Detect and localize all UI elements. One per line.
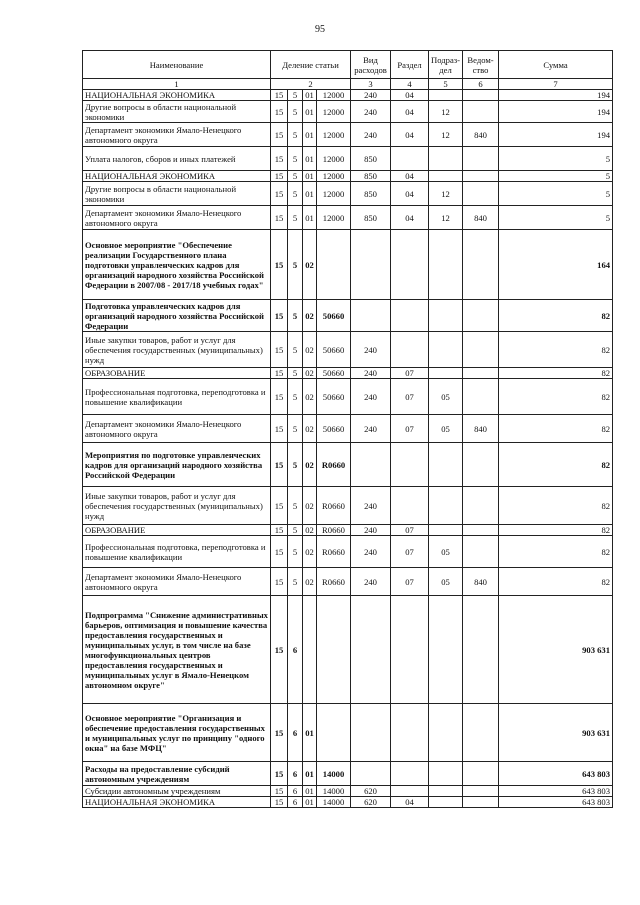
row-code-a: 15	[271, 368, 288, 379]
row-code-b: 5	[288, 487, 303, 525]
row-section: 07	[391, 379, 429, 415]
row-code-a: 15	[271, 206, 288, 230]
table-row	[83, 332, 613, 368]
row-name: Департамент экономики Ямало-Ненецкого автономного округа	[83, 123, 271, 147]
row-dept	[463, 300, 499, 332]
row-name: Расходы на предоставление субсидий автономным учреждениям	[83, 762, 271, 786]
row-code-b: 5	[288, 368, 303, 379]
row-name: Иные закупки товаров, работ и услуг для обеспечения государственных (муниципальных) нужд	[83, 332, 271, 368]
row-code-d: 12000	[317, 123, 351, 147]
row-code-a: 15	[271, 90, 288, 101]
row-dept	[463, 171, 499, 182]
row-code-a: 15	[271, 525, 288, 536]
row-subsection: 12	[429, 182, 463, 206]
header-name: Наименование	[83, 51, 271, 79]
row-dept	[463, 101, 499, 123]
page-number: 95	[315, 24, 325, 35]
row-code-a: 15	[271, 443, 288, 487]
table-row	[83, 568, 613, 596]
row-code-a: 15	[271, 147, 288, 171]
row-sum: 5	[499, 206, 613, 230]
row-code-d: 50660	[317, 332, 351, 368]
row-subsection	[429, 230, 463, 300]
row-sum: 194	[499, 123, 613, 147]
row-code-b: 5	[288, 101, 303, 123]
header-num: 6	[463, 79, 499, 90]
row-code-c: 01	[303, 786, 317, 797]
row-code-c: 02	[303, 230, 317, 300]
row-name: Мероприятия по подготовке управленческих кадров для организаций народного хозяйства Российской Федерации	[83, 443, 271, 487]
row-code-b: 5	[288, 443, 303, 487]
row-code-a: 15	[271, 536, 288, 568]
row-dept	[463, 762, 499, 786]
row-subsection: 12	[429, 101, 463, 123]
header-section: Раздел	[391, 51, 429, 79]
table-row	[83, 368, 613, 379]
row-section	[391, 704, 429, 762]
table-row	[83, 704, 613, 762]
row-section: 04	[391, 206, 429, 230]
row-sum: 194	[499, 101, 613, 123]
header-num: 4	[391, 79, 429, 90]
row-section	[391, 300, 429, 332]
header-sum: Сумма	[499, 51, 613, 79]
row-exp-type: 850	[351, 206, 391, 230]
row-code-b: 5	[288, 300, 303, 332]
row-exp-type: 240	[351, 101, 391, 123]
row-code-d: 12000	[317, 182, 351, 206]
row-sum: 82	[499, 568, 613, 596]
row-dept	[463, 596, 499, 704]
table-row	[83, 443, 613, 487]
row-code-d: 12000	[317, 171, 351, 182]
row-code-a: 15	[271, 797, 288, 808]
row-code-d: R0660	[317, 568, 351, 596]
row-subsection	[429, 786, 463, 797]
row-code-a: 15	[271, 568, 288, 596]
row-sum: 194	[499, 90, 613, 101]
row-section: 07	[391, 525, 429, 536]
row-name: Другие вопросы в области национальной экономики	[83, 101, 271, 123]
row-exp-type: 240	[351, 368, 391, 379]
row-sum: 5	[499, 182, 613, 206]
row-code-c: 02	[303, 368, 317, 379]
row-exp-type: 850	[351, 182, 391, 206]
row-dept	[463, 443, 499, 487]
row-code-b: 5	[288, 206, 303, 230]
row-code-d: R0660	[317, 443, 351, 487]
header-exp-type: Вид расходов	[351, 51, 391, 79]
row-code-c: 01	[303, 171, 317, 182]
table-row	[83, 171, 613, 182]
row-name: ОБРАЗОВАНИЕ	[83, 525, 271, 536]
row-code-b: 5	[288, 171, 303, 182]
row-sum: 5	[499, 171, 613, 182]
row-dept	[463, 182, 499, 206]
row-name: Основное мероприятие "Обеспечение реализации Государственного плана подготовки управленческих кадров для организаций народного хозяйства Российской Федерации в 2007/08 - 2017/18 учебных годах"	[83, 230, 271, 300]
row-code-b: 5	[288, 332, 303, 368]
row-subsection: 05	[429, 379, 463, 415]
row-code-a: 15	[271, 300, 288, 332]
row-code-c	[303, 596, 317, 704]
row-exp-type: 620	[351, 797, 391, 808]
header-subsection: Подраз-дел	[429, 51, 463, 79]
row-section: 04	[391, 797, 429, 808]
row-sum: 82	[499, 443, 613, 487]
row-subsection	[429, 332, 463, 368]
row-code-b: 5	[288, 123, 303, 147]
row-code-b: 6	[288, 786, 303, 797]
row-sum: 82	[499, 379, 613, 415]
row-subsection	[429, 368, 463, 379]
row-sum: 82	[499, 368, 613, 379]
row-code-b: 5	[288, 525, 303, 536]
row-section: 04	[391, 182, 429, 206]
row-code-c: 02	[303, 525, 317, 536]
row-section	[391, 762, 429, 786]
row-code-a: 15	[271, 596, 288, 704]
row-code-c: 02	[303, 487, 317, 525]
row-code-c: 01	[303, 123, 317, 147]
row-exp-type	[351, 596, 391, 704]
row-name: Другие вопросы в области национальной экономики	[83, 182, 271, 206]
row-subsection	[429, 525, 463, 536]
row-name: Профессиональная подготовка, переподготовка и повышение квалификации	[83, 379, 271, 415]
row-sum: 903 631	[499, 704, 613, 762]
row-dept: 840	[463, 415, 499, 443]
header-number-row	[83, 79, 613, 90]
row-code-d: R0660	[317, 536, 351, 568]
table-row	[83, 379, 613, 415]
row-code-b: 5	[288, 147, 303, 171]
row-code-c: 01	[303, 101, 317, 123]
header-num: 2	[271, 79, 351, 90]
row-code-b: 5	[288, 536, 303, 568]
row-sum: 82	[499, 300, 613, 332]
row-dept	[463, 536, 499, 568]
row-exp-type: 240	[351, 379, 391, 415]
row-code-d: 12000	[317, 147, 351, 171]
row-dept	[463, 786, 499, 797]
row-subsection	[429, 596, 463, 704]
row-section: 04	[391, 123, 429, 147]
row-code-c: 02	[303, 300, 317, 332]
table-row	[83, 101, 613, 123]
row-code-d: 14000	[317, 786, 351, 797]
row-exp-type	[351, 230, 391, 300]
table-row	[83, 230, 613, 300]
row-subsection	[429, 90, 463, 101]
row-subsection	[429, 762, 463, 786]
row-subsection	[429, 171, 463, 182]
row-name: ОБРАЗОВАНИЕ	[83, 368, 271, 379]
row-sum: 5	[499, 147, 613, 171]
row-name: Департамент экономики Ямало-Ненецкого автономного округа	[83, 415, 271, 443]
row-subsection	[429, 300, 463, 332]
row-sum: 82	[499, 525, 613, 536]
table-row	[83, 596, 613, 704]
row-sum: 903 631	[499, 596, 613, 704]
row-subsection	[429, 147, 463, 171]
row-code-b: 5	[288, 415, 303, 443]
row-dept: 840	[463, 206, 499, 230]
row-dept	[463, 379, 499, 415]
row-sum: 164	[499, 230, 613, 300]
row-exp-type: 850	[351, 147, 391, 171]
row-code-a: 15	[271, 762, 288, 786]
row-dept	[463, 230, 499, 300]
row-dept: 840	[463, 123, 499, 147]
row-code-b: 5	[288, 230, 303, 300]
row-subsection	[429, 704, 463, 762]
row-section	[391, 443, 429, 487]
row-section	[391, 786, 429, 797]
header-article: Деление статьи	[271, 51, 351, 79]
row-name: Уплата налогов, сборов и иных платежей	[83, 147, 271, 171]
row-subsection	[429, 443, 463, 487]
row-code-b: 5	[288, 568, 303, 596]
row-section: 07	[391, 568, 429, 596]
row-dept	[463, 368, 499, 379]
row-code-c: 01	[303, 704, 317, 762]
table-body	[83, 90, 613, 808]
row-name: Департамент экономики Ямало-Ненецкого автономного округа	[83, 568, 271, 596]
row-code-a: 15	[271, 171, 288, 182]
row-code-d	[317, 596, 351, 704]
table-row	[83, 487, 613, 525]
row-code-b: 6	[288, 704, 303, 762]
row-code-a: 15	[271, 101, 288, 123]
row-code-c: 02	[303, 568, 317, 596]
row-exp-type: 240	[351, 568, 391, 596]
header-row	[83, 51, 613, 79]
row-exp-type: 240	[351, 536, 391, 568]
row-exp-type	[351, 443, 391, 487]
row-code-d: R0660	[317, 487, 351, 525]
row-name: Основное мероприятие "Организация и обеспечение предоставления государственных и муниципальных услуг по принципу "одного окна" на базе МФЦ"	[83, 704, 271, 762]
row-sum: 82	[499, 415, 613, 443]
row-code-c: 02	[303, 332, 317, 368]
row-name: Иные закупки товаров, работ и услуг для обеспечения государственных (муниципальных) нужд	[83, 487, 271, 525]
header-num: 1	[83, 79, 271, 90]
row-section	[391, 596, 429, 704]
row-code-d: 12000	[317, 101, 351, 123]
row-code-c: 01	[303, 90, 317, 101]
table-row	[83, 300, 613, 332]
row-subsection: 12	[429, 206, 463, 230]
row-exp-type: 240	[351, 525, 391, 536]
row-code-b: 5	[288, 90, 303, 101]
table-row	[83, 415, 613, 443]
row-name: НАЦИОНАЛЬНАЯ ЭКОНОМИКА	[83, 797, 271, 808]
row-section: 07	[391, 415, 429, 443]
row-name: НАЦИОНАЛЬНАЯ ЭКОНОМИКА	[83, 90, 271, 101]
row-exp-type: 240	[351, 123, 391, 147]
row-code-d: R0660	[317, 525, 351, 536]
header-num: 5	[429, 79, 463, 90]
row-code-a: 15	[271, 182, 288, 206]
table-row	[83, 536, 613, 568]
row-code-d: 50660	[317, 379, 351, 415]
header-num: 3	[351, 79, 391, 90]
row-code-d: 12000	[317, 90, 351, 101]
row-code-a: 15	[271, 379, 288, 415]
row-sum: 82	[499, 536, 613, 568]
row-code-c: 01	[303, 762, 317, 786]
row-section	[391, 230, 429, 300]
row-code-d	[317, 230, 351, 300]
row-code-b: 5	[288, 182, 303, 206]
row-dept	[463, 147, 499, 171]
row-code-d: 50660	[317, 415, 351, 443]
row-dept	[463, 90, 499, 101]
row-code-b: 6	[288, 797, 303, 808]
row-code-c: 01	[303, 797, 317, 808]
row-dept	[463, 332, 499, 368]
row-code-d	[317, 704, 351, 762]
row-sum: 643 803	[499, 762, 613, 786]
row-code-d: 50660	[317, 368, 351, 379]
row-exp-type: 240	[351, 332, 391, 368]
row-sum: 82	[499, 487, 613, 525]
row-section	[391, 147, 429, 171]
table-row	[83, 123, 613, 147]
row-code-c: 01	[303, 206, 317, 230]
table-row	[83, 206, 613, 230]
header-num: 7	[499, 79, 613, 90]
row-name: Профессиональная подготовка, переподготовка и повышение квалификации	[83, 536, 271, 568]
row-code-b: 5	[288, 379, 303, 415]
row-dept	[463, 525, 499, 536]
row-code-d: 14000	[317, 797, 351, 808]
table-row	[83, 786, 613, 797]
budget-table	[82, 50, 613, 808]
row-code-c: 02	[303, 536, 317, 568]
row-dept	[463, 487, 499, 525]
row-section: 04	[391, 171, 429, 182]
row-code-a: 15	[271, 704, 288, 762]
row-dept	[463, 797, 499, 808]
row-exp-type: 620	[351, 786, 391, 797]
row-exp-type	[351, 704, 391, 762]
row-dept	[463, 704, 499, 762]
row-subsection: 12	[429, 123, 463, 147]
row-code-b: 6	[288, 762, 303, 786]
row-code-a: 15	[271, 786, 288, 797]
row-subsection	[429, 797, 463, 808]
row-sum: 643 803	[499, 797, 613, 808]
row-section	[391, 332, 429, 368]
row-code-c: 01	[303, 147, 317, 171]
row-exp-type	[351, 300, 391, 332]
table-row	[83, 147, 613, 171]
row-code-a: 15	[271, 487, 288, 525]
row-subsection: 05	[429, 536, 463, 568]
row-exp-type: 240	[351, 487, 391, 525]
row-code-a: 15	[271, 123, 288, 147]
row-exp-type: 240	[351, 415, 391, 443]
row-code-d: 50660	[317, 300, 351, 332]
row-section	[391, 487, 429, 525]
row-name: НАЦИОНАЛЬНАЯ ЭКОНОМИКА	[83, 171, 271, 182]
row-code-d: 14000	[317, 762, 351, 786]
table-row	[83, 182, 613, 206]
row-exp-type: 850	[351, 171, 391, 182]
row-code-b: 6	[288, 596, 303, 704]
row-code-a: 15	[271, 415, 288, 443]
row-sum: 643 803	[499, 786, 613, 797]
row-code-a: 15	[271, 332, 288, 368]
row-name: Подпрограмма "Снижение административных барьеров, оптимизация и повышение качества предоставления государственных и муниципальных услуг, в том числе на базе многофункциональных центров предоставления государственных и муниципальных услуг в Ямало-Ненецком автономном округе"	[83, 596, 271, 704]
row-section: 07	[391, 368, 429, 379]
table-row	[83, 525, 613, 536]
row-subsection: 05	[429, 415, 463, 443]
row-name: Департамент экономики Ямало-Ненецкого автономного округа	[83, 206, 271, 230]
row-code-c: 02	[303, 443, 317, 487]
row-section: 07	[391, 536, 429, 568]
row-exp-type	[351, 762, 391, 786]
row-code-d: 12000	[317, 206, 351, 230]
table-row	[83, 90, 613, 101]
row-code-c: 02	[303, 415, 317, 443]
table-row	[83, 797, 613, 808]
row-exp-type: 240	[351, 90, 391, 101]
row-section: 04	[391, 90, 429, 101]
header-dept: Ведом-ство	[463, 51, 499, 79]
row-code-a: 15	[271, 230, 288, 300]
row-code-c: 02	[303, 379, 317, 415]
row-subsection: 05	[429, 568, 463, 596]
row-name: Подготовка управленческих кадров для организаций народного хозяйства Российской Федерации	[83, 300, 271, 332]
row-code-c: 01	[303, 182, 317, 206]
row-sum: 82	[499, 332, 613, 368]
row-subsection	[429, 487, 463, 525]
row-section: 04	[391, 101, 429, 123]
table-row	[83, 762, 613, 786]
row-dept: 840	[463, 568, 499, 596]
row-name: Субсидии автономным учреждениям	[83, 786, 271, 797]
